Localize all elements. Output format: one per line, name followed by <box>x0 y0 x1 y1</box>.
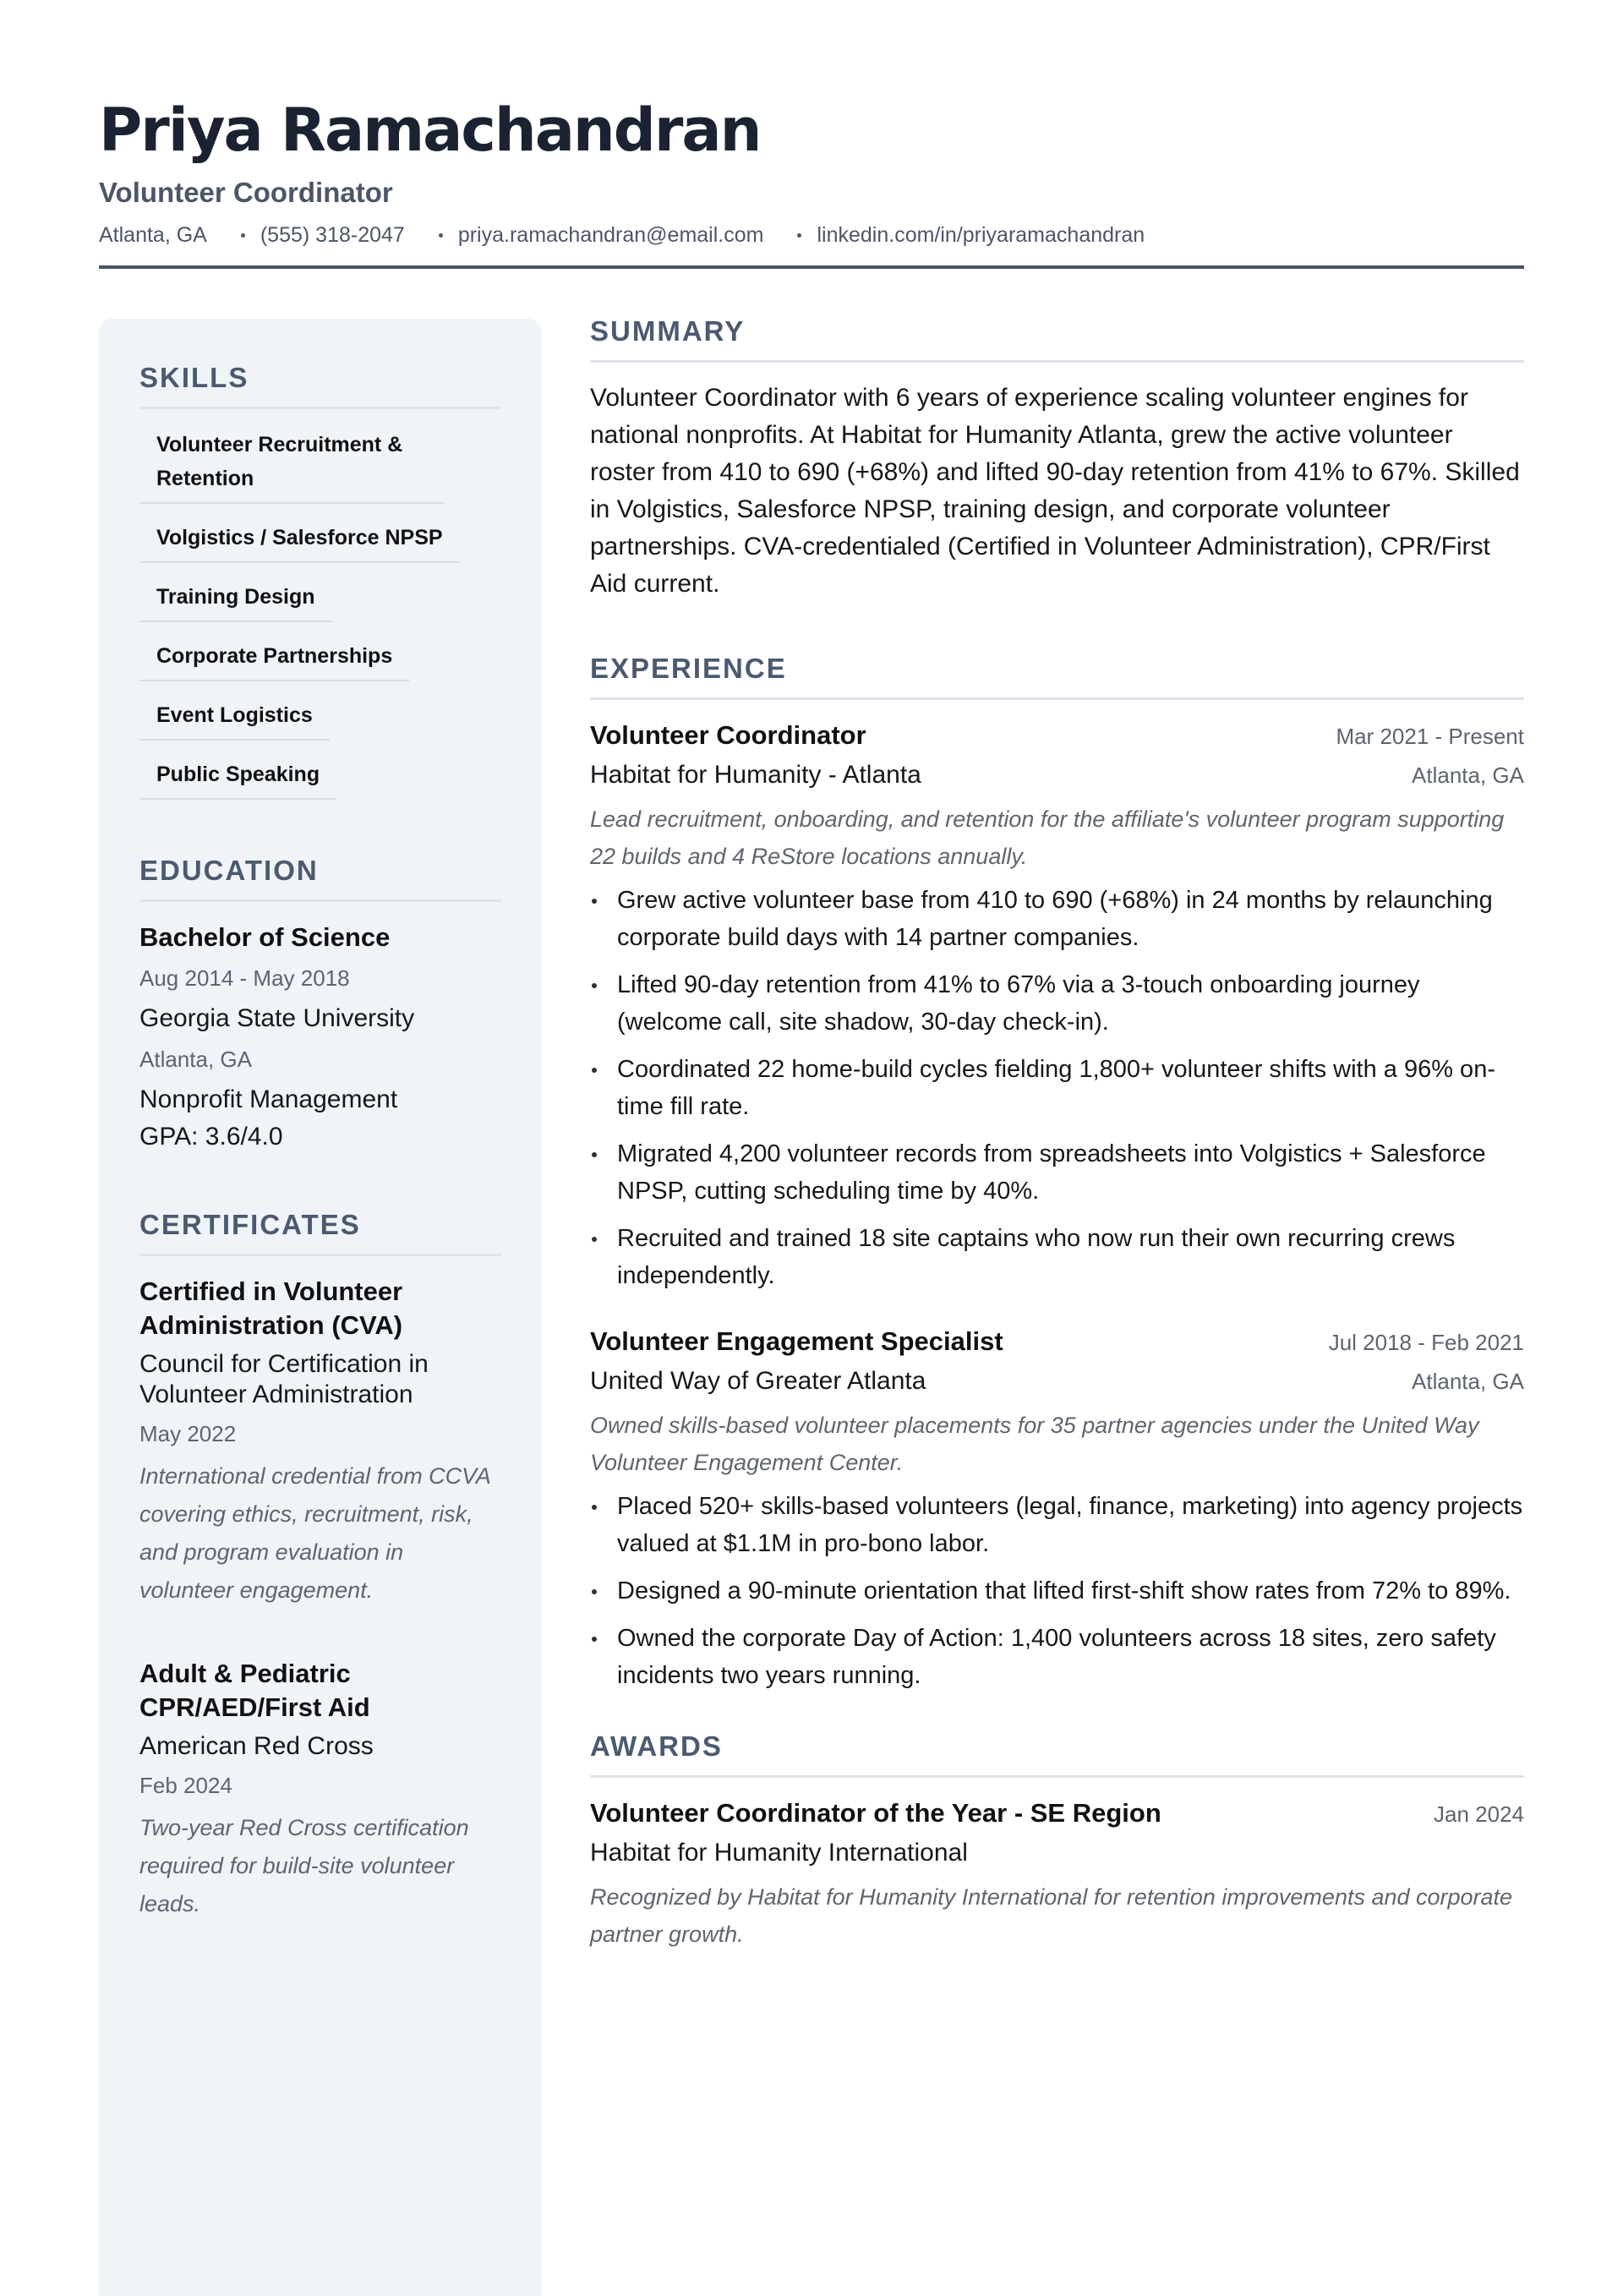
skill-tag: Volunteer Recruitment & Retention <box>139 428 444 504</box>
certificate-entry <box>139 1275 501 1610</box>
skill-tag: Training Design <box>139 580 332 622</box>
skills-list <box>139 428 501 800</box>
summary-section <box>590 313 1524 603</box>
job-entry <box>590 1323 1524 1694</box>
skill-tag: Public Speaking <box>139 757 336 800</box>
candidate-name: Priya Ramachandran <box>99 96 761 165</box>
contact-separator-dot <box>797 233 801 238</box>
certificate-description: Two-year Red Cross certification required for build-site volunteer leads. <box>139 1815 469 1916</box>
certificate-name: Adult & Pediatric CPR/AED/First Aid <box>139 1659 370 1722</box>
education-dates: Aug 2014 - May 2018 <box>139 965 350 991</box>
education-heading: EDUCATION <box>139 852 501 902</box>
job-location: Atlanta, GA <box>1412 1369 1524 1394</box>
job-bullet: Migrated 4,200 volunteer records from spreadsheets into Volgistics + Salesforce NPSP, cutting scheduling time by 40%. <box>590 1135 1524 1210</box>
job-description: Lead recruitment, onboarding, and retention for the affiliate's volunteer program supporting 22 builds and 4 ReStore locations annually. <box>590 806 1505 869</box>
education-location: Atlanta, GA <box>139 1047 252 1072</box>
certificate-issuer: American Red Cross <box>139 1732 374 1760</box>
awards-section <box>590 1728 1524 1953</box>
job-bullet: Grew active volunteer base from 410 to 690 (+68%) in 24 months by relaunching corporate build days with 14 partner companies. <box>590 882 1524 956</box>
awards-heading: AWARDS <box>590 1728 1524 1778</box>
contact-location: Atlanta, GA <box>99 223 207 247</box>
award-title: Volunteer Coordinator of the Year - SE Region <box>590 1798 1161 1828</box>
main-content <box>590 313 1524 2000</box>
job-bullet: Owned the corporate Day of Action: 1,400 volunteers across 18 sites, zero safety incidents two years running. <box>590 1620 1524 1694</box>
education-gpa: GPA: 3.6/4.0 <box>139 1123 283 1151</box>
certificate-date: Feb 2024 <box>139 1773 232 1798</box>
education-school: Georgia State University <box>139 1004 415 1032</box>
summary-heading: SUMMARY <box>590 313 1524 363</box>
job-bullet: Designed a 90-minute orientation that lifted first-shift show rates from 72% to 89%. <box>590 1572 1524 1610</box>
certificate-issuer: Council for Certification in Volunteer Administration <box>139 1350 429 1408</box>
job-description: Owned skills-based volunteer placements for 35 partner agencies under the United Way Volunteer Engagement Center. <box>590 1413 1479 1475</box>
experience-section <box>590 650 1524 1694</box>
contact-separator-dot <box>439 233 443 238</box>
job-location: Atlanta, GA <box>1412 763 1524 788</box>
job-title: Volunteer Coordinator <box>590 720 866 750</box>
job-organization: Habitat for Humanity - Atlanta <box>590 761 921 789</box>
skill-tag: Volgistics / Salesforce NPSP <box>139 521 460 563</box>
certificate-description: International credential from CCVA covering ethics, recruitment, risk, and program evaluation in volunteer engagement. <box>139 1463 490 1603</box>
candidate-title: Volunteer Coordinator <box>99 177 393 208</box>
contact-separator-dot <box>241 233 245 238</box>
job-organization: United Way of Greater Atlanta <box>590 1367 926 1395</box>
award-entry <box>590 1795 1524 1953</box>
certificate-date: May 2022 <box>139 1421 237 1446</box>
contact-email: priya.ramachandran@email.com <box>457 223 764 247</box>
sidebar <box>99 319 542 2296</box>
job-title: Volunteer Engagement Specialist <box>590 1326 1003 1356</box>
job-bullets <box>590 1488 1524 1694</box>
award-description: Recognized by Habitat for Humanity International for retention improvements and corporate partner growth. <box>590 1884 1513 1947</box>
job-bullet: Coordinated 22 home-build cycles fielding 1,800+ volunteer shifts with a 96% on-time fill rate. <box>590 1051 1524 1125</box>
education-degree: Bachelor of Science <box>139 922 391 952</box>
contact-linkedin: linkedin.com/in/priyaramachandran <box>817 223 1145 247</box>
job-dates: Mar 2021 - Present <box>1336 724 1524 749</box>
resume-header <box>99 91 1524 250</box>
award-date: Jan 2024 <box>1434 1801 1524 1827</box>
job-entry <box>590 717 1524 1294</box>
header-divider <box>99 265 1524 269</box>
job-dates: Jul 2018 - Feb 2021 <box>1328 1330 1524 1355</box>
skill-tag: Event Logistics <box>139 698 330 741</box>
contact-line <box>99 220 1524 250</box>
education-field: Nonprofit Management <box>139 1085 398 1113</box>
education-entry <box>139 921 501 1154</box>
contact-phone: (555) 318-2047 <box>260 223 405 247</box>
skill-tag: Corporate Partnerships <box>139 639 409 681</box>
summary-text: Volunteer Coordinator with 6 years of experience scaling volunteer engines for national nonprofits. At Habitat for Humanity Atlanta, grew the active volunteer roster from 410 to 690 (+68%) and lifted 90-day retention from 41% to 67%. Skilled in Volgistics, Salesforce NPSP, training design, and corporate volunteer partnerships. CVA-credentialed (Certified in Volunteer Administration), CPR/First Aid current. <box>590 384 1520 598</box>
job-bullets <box>590 882 1524 1294</box>
certificate-name: Certified in Volunteer Administration (CVA) <box>139 1276 403 1340</box>
award-organization: Habitat for Humanity International <box>590 1839 968 1867</box>
experience-heading: EXPERIENCE <box>590 650 1524 700</box>
certificates-heading: CERTIFICATES <box>139 1206 501 1256</box>
job-bullet: Placed 520+ skills-based volunteers (legal, finance, marketing) into agency projects valued at $1.1M in pro-bono labor. <box>590 1488 1524 1562</box>
job-bullet: Recruited and trained 18 site captains who now run their own recurring crews independently. <box>590 1220 1524 1294</box>
job-bullet: Lifted 90-day retention from 41% to 67% via a 3-touch onboarding journey (welcome call, site shadow, 30-day check-in). <box>590 966 1524 1041</box>
skills-heading: SKILLS <box>139 359 501 409</box>
certificate-entry <box>139 1657 501 1923</box>
